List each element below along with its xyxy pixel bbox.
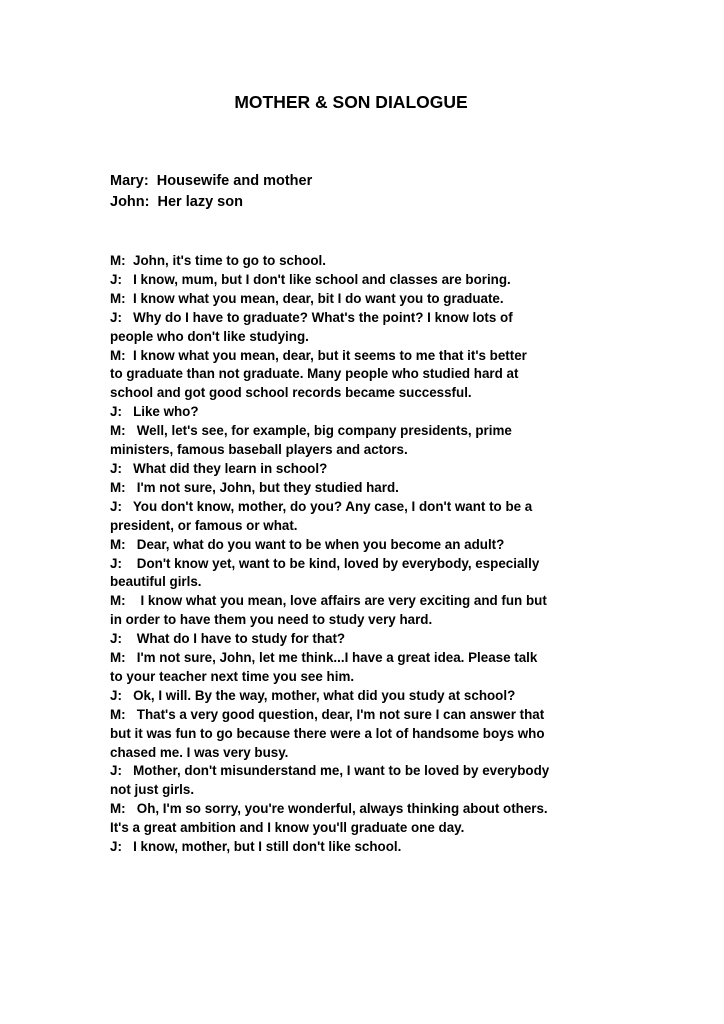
dialogue-line: J: Like who? xyxy=(110,404,199,420)
character-line: John: Her lazy son xyxy=(110,193,243,210)
dialogue-line: people who don't like studying. xyxy=(110,328,309,344)
dialogue-line: ministers, famous baseball players and actors. xyxy=(110,442,408,458)
dialogue-line: M: I know what you mean, dear, but it seems to me that it's better xyxy=(110,347,527,363)
dialogue-line: It's a great ambition and I know you'll graduate one day. xyxy=(110,820,465,836)
character-list xyxy=(110,171,630,212)
dialogue-line: M: John, it's time to go to school. xyxy=(110,253,326,268)
dialogue-line: to graduate than not graduate. Many people who studied hard at xyxy=(110,366,519,382)
dialogue-line: M: I know what you mean, dear, bit I do want you to graduate. xyxy=(110,290,504,306)
dialogue-line: M: I know what you mean, love affairs are very exciting and fun but xyxy=(110,593,547,609)
dialogue-line: president, or famous or what. xyxy=(110,517,298,533)
character-line: Mary: Housewife and mother xyxy=(110,173,313,189)
dialogue-line: but it was fun to go because there were a lot of handsome boys who xyxy=(110,725,545,741)
dialogue-line: M: Oh, I'm so sorry, you're wonderful, always thinking about others. xyxy=(110,801,548,817)
dialogue-line: J: Don't know yet, want to be kind, loved by everybody, especially xyxy=(110,555,540,571)
dialogue-line: M: I'm not sure, John, let me think...I have a great idea. Please talk xyxy=(110,650,538,666)
dialogue-line: chased me. I was very busy. xyxy=(110,744,289,760)
dialogue-line: M: Dear, what do you want to be when you become an adult? xyxy=(110,536,505,552)
dialogue-line: to your teacher next time you see him. xyxy=(110,668,355,684)
dialogue-body xyxy=(110,252,626,857)
dialogue-line: J: You don't know, mother, do you? Any case, I don't want to be a xyxy=(110,498,533,514)
dialogue-line: J: I know, mum, but I don't like school and classes are boring. xyxy=(110,271,511,287)
dialogue-line: not just girls. xyxy=(110,782,195,798)
dialogue-line: M: Well, let's see, for example, big company presidents, prime xyxy=(110,423,512,439)
page-title: MOTHER & SON DIALOGUE xyxy=(234,92,468,112)
dialogue-line: M: I'm not sure, John, but they studied hard. xyxy=(110,479,399,495)
dialogue-line: J: What do I have to study for that? xyxy=(110,631,346,647)
dialogue-line: M: That's a very good question, dear, I'm not sure I can answer that xyxy=(110,706,545,722)
dialogue-line: J: I know, mother, but I still don't like school. xyxy=(110,839,402,855)
dialogue-line: beautiful girls. xyxy=(110,574,202,590)
dialogue-line: school and got good school records became successful. xyxy=(110,385,472,401)
dialogue-line: J: Mother, don't misunderstand me, I want to be loved by everybody xyxy=(110,763,550,779)
dialogue-line: J: Ok, I will. By the way, mother, what did you study at school? xyxy=(110,687,516,703)
dialogue-line: J: What did they learn in school? xyxy=(110,460,328,476)
dialogue-line: J: Why do I have to graduate? What's the point? I know lots of xyxy=(110,309,513,325)
dialogue-line: in order to have them you need to study very hard. xyxy=(110,612,433,628)
